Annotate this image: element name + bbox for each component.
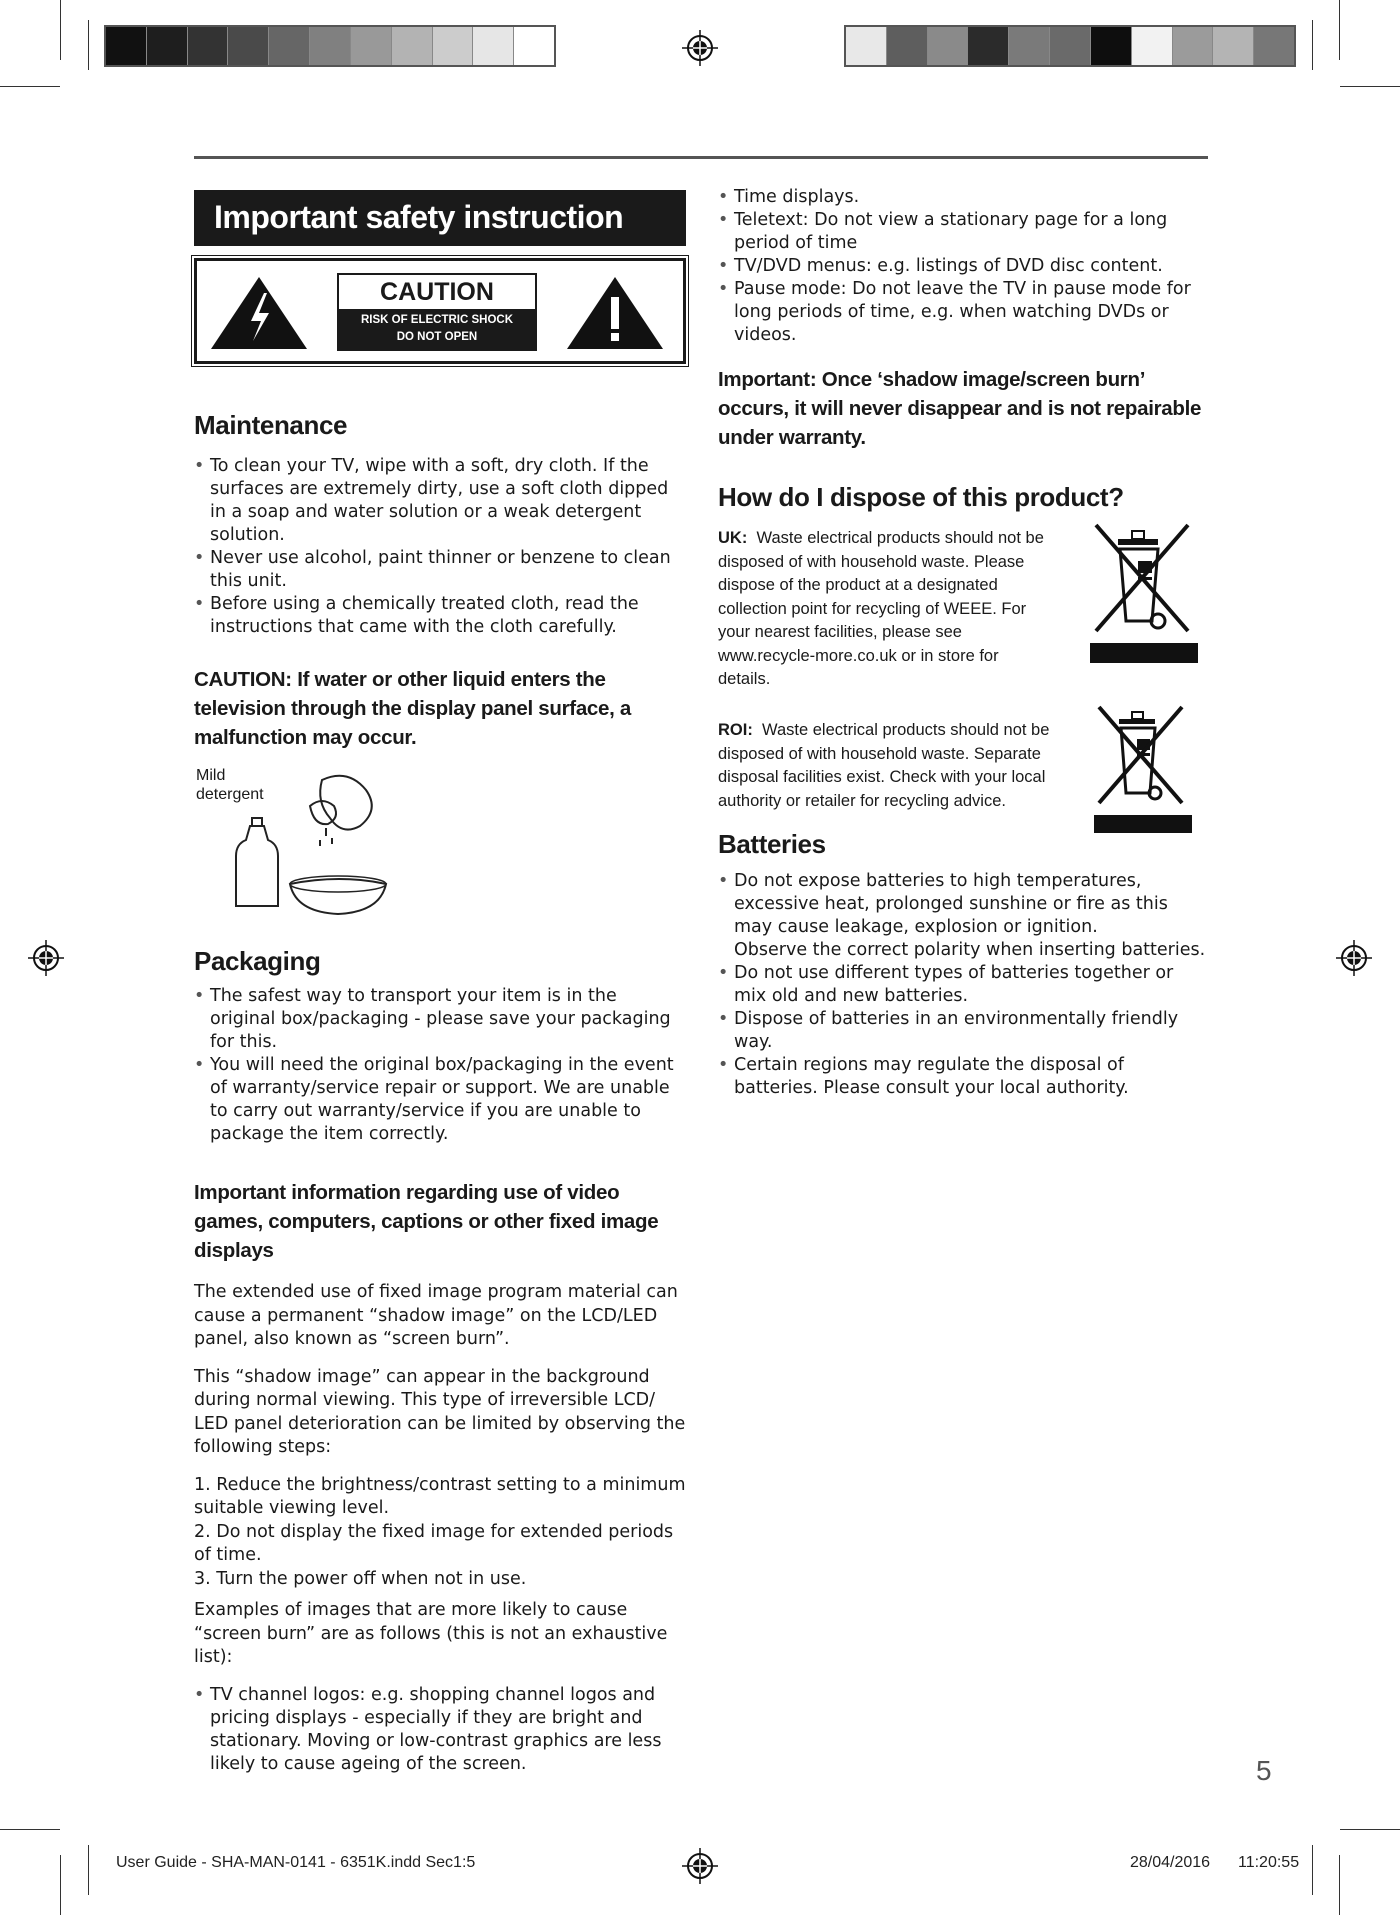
footer-date: 28/04/2016 (1130, 1854, 1211, 1871)
crop-mark (1339, 1855, 1340, 1915)
registration-mark-icon (1336, 940, 1372, 976)
left-column (194, 190, 686, 1776)
crop-mark (1340, 1829, 1400, 1830)
packaging-list (194, 985, 686, 1146)
grayscale-color-bar (104, 25, 556, 67)
uk-text: Waste electrical products should not be disposed of with household waste. Please dispose of the product at a designated collection point for recycling of WEEE. For your nearest facilities, please see www.recycle-more.co.uk or in store for details. (718, 529, 1044, 688)
crop-mark (88, 20, 89, 70)
list-item: • Time displays. (718, 186, 1210, 209)
batteries-heading: Batteries (718, 829, 826, 859)
crop-mark (1312, 1845, 1313, 1895)
weee-bin-icon (1094, 703, 1192, 833)
roi-text: Waste electrical products should not be disposed of with household waste. Separate disposal facilities exist. Check with your local authority or retailer for recycling advice. (718, 721, 1050, 810)
crop-mark (60, 0, 61, 60)
fixed-image-para-2: This “shadow image” can appear in the background during normal viewing. This type of irreversible LCD/ LED panel deterioration can be limited by observing the following steps: (194, 1366, 686, 1457)
uk-disposal-text (718, 527, 1054, 692)
crop-mark (88, 1845, 89, 1895)
step-2: 2. Do not display the fixed image for extended periods of time. (194, 1521, 674, 1565)
roi-label: ROI: (718, 721, 753, 739)
roi-disposal-block (718, 719, 1210, 829)
fixed-image-para-3: Examples of images that are more likely to cause “screen burn” are as follows (this is not an exhaustive list): (194, 1600, 668, 1667)
list-item: • Before using a chemically treated cloth, read the instructions that came with the cloth carefully. (194, 593, 686, 639)
step-1: 1. Reduce the brightness/contrast setting to a minimum suitable viewing level. (194, 1474, 686, 1518)
crop-mark (60, 1855, 61, 1915)
packaging-heading: Packaging (194, 946, 321, 976)
crop-mark (0, 86, 60, 87)
crop-mark (1312, 20, 1313, 70)
maintenance-heading: Maintenance (194, 410, 348, 440)
caution-subtext (339, 309, 535, 349)
right-column (718, 186, 1210, 1100)
batteries-list (718, 870, 1210, 1100)
exclamation-warning-icon (565, 275, 665, 351)
detergent-label: detergent (196, 786, 264, 803)
crop-mark (0, 1829, 60, 1830)
fixed-image-heading: Important information regarding use of video games, computers, captions or other fixed image displays (194, 1181, 659, 1262)
fixed-image-para-1: The extended use of fixed image program material can cause a permanent “shadow image” on the LCD/LED panel, also known as “screen burn”. (194, 1282, 678, 1349)
list-item: • To clean your TV, wipe with a soft, dry cloth. If the surfaces are extremely dirty, use a soft cloth dipped in a soap and water solution or a weak detergent solution. (194, 455, 686, 547)
maintenance-list (194, 455, 686, 639)
list-item: • Certain regions may regulate the disposal of batteries. Please consult your local authority. (718, 1054, 1210, 1100)
step-3: 3. Turn the power off when not in use. (194, 1568, 527, 1589)
weee-bin-icon (1090, 521, 1198, 663)
uk-label: UK: (718, 529, 748, 547)
liquid-caution-warning: CAUTION: If water or other liquid enters the television through the display panel surface, a malfunction may occur. (194, 668, 632, 749)
list-item (718, 870, 1210, 962)
screen-burn-examples-list (718, 186, 1210, 347)
battery-item-1a: Do not expose batteries to high temperatures, excessive heat, prolonged sunshine or fire as this may cause leakage, explosion or ignition. (734, 871, 1168, 937)
registration-mark-icon (682, 1848, 718, 1884)
dispose-heading: How do I dispose of this product? (718, 482, 1124, 512)
detergent-illustration (194, 766, 686, 916)
list-item: • Do not use different types of batteries together or mix old and new batteries. (718, 962, 1210, 1008)
footer-time: 11:20:55 (1238, 1854, 1300, 1871)
list-item: • TV/DVD menus: e.g. listings of DVD disc content. (718, 255, 1210, 278)
battery-item-1b: Observe the correct polarity when inserting batteries. (734, 940, 1206, 960)
electric-shock-warning-icon (209, 275, 309, 351)
list-item: • TV channel logos: e.g. shopping channel logos and pricing displays - especially if they are bright and stationary. Moving or low-contrast graphics are less likely to cause ageing of the screen. (194, 1684, 686, 1776)
list-item: • Pause mode: Do not leave the TV in pause mode for long periods of time, e.g. when watching DVDs or videos. (718, 278, 1210, 347)
caution-line-2: DO NOT OPEN (396, 331, 478, 343)
page-number: 5 (1256, 1755, 1272, 1786)
page-title: Important safety instruction (194, 190, 686, 246)
tone-color-bar (844, 25, 1296, 67)
list-item: • Never use alcohol, paint thinner or benzene to clean this unit. (194, 547, 686, 593)
caution-line-1: RISK OF ELECTRIC SHOCK (360, 314, 514, 326)
uk-disposal-block (718, 527, 1210, 717)
registration-mark-icon (28, 940, 64, 976)
caution-label (337, 273, 537, 351)
caution-heading: CAUTION (380, 278, 494, 306)
mild-label: Mild (196, 767, 226, 784)
registration-mark-icon (682, 30, 718, 66)
screen-burn-important-note: Important: Once ‘shadow image/screen burn’ occurs, it will never disappear and is not repairable under warranty. (718, 368, 1202, 449)
crop-mark (1339, 0, 1340, 60)
caution-panel (194, 258, 686, 364)
list-item: • You will need the original box/packaging in the event of warranty/service repair or support. We are unable to carry out warranty/service if you are unable to package the item correctly. (194, 1054, 686, 1146)
fixed-image-list (194, 1684, 686, 1776)
detergent-bottle-bowl-icon (230, 766, 390, 916)
roi-disposal-text (718, 719, 1078, 813)
footer-file-info: User Guide - SHA-MAN-0141 - 6351K.indd Sec1:5 (116, 1854, 476, 1871)
crop-mark (1340, 86, 1400, 87)
list-item: • Teletext: Do not view a stationary page for a long period of time (718, 209, 1210, 255)
list-item: • Dispose of batteries in an environmentally friendly way. (718, 1008, 1210, 1054)
list-item: • The safest way to transport your item is in the original box/packaging - please save your packaging for this. (194, 985, 686, 1054)
top-rule (194, 156, 1208, 159)
